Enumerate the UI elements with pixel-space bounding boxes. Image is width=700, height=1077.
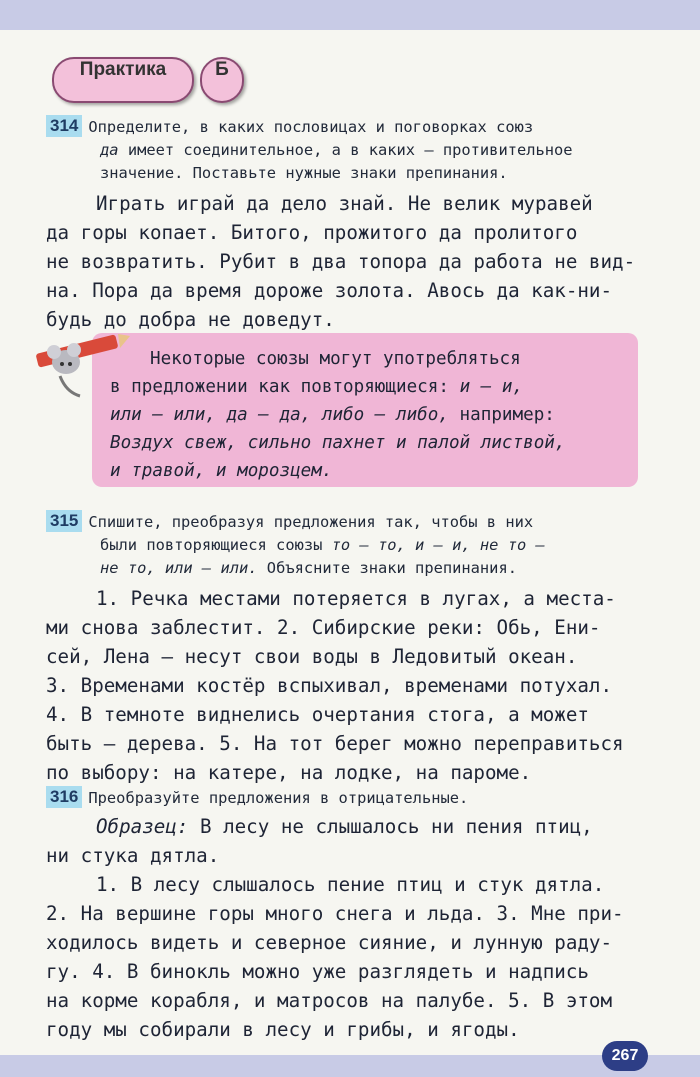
level-badge: Б [200, 57, 244, 103]
exercise-number: 314 [46, 115, 82, 137]
exercise-315 [46, 510, 640, 787]
exercise-314-instruction: 314 Определите, в каких пословицах и поговорках союз да имеет соединительное, а в каких — противительное значение. Поставьте нужные знаки препинания. [46, 115, 640, 185]
rule-box [92, 333, 638, 487]
bottom-decor-bar [0, 1055, 700, 1077]
practice-badge: Практика [52, 57, 194, 103]
exercise-316-text: Образец: В лесу не слышалось ни пения птиц, ни стука дятла. 1. В лесу слышалось пение птиц и стук дятла. 2. На вершине горы много снега и льда. 3. Мне при- ходилось видеть и северное сияние, и лунную раду- гу. 4. В бинокль можно уже разглядеть и надпись на корме корабля, и матросов на палубе. 5. В этом году мы собирали в лесу и грибы, и ягоды. [46, 815, 624, 1041]
exercise-314 [46, 115, 640, 334]
exercise-316 [46, 786, 640, 1044]
exercise-number: 316 [46, 786, 82, 808]
exercise-number: 315 [46, 510, 82, 532]
mouse-pencil-icon [30, 322, 130, 402]
rule-text: Некоторые союзы могут употребляться в предложении как повторяющиеся: и — и, или — или, да — да, либо — либо, например: Воздух свеж, сильно пахнет и палой листвой, и травой, и морозцем. [110, 349, 566, 481]
page-number: 267 [602, 1041, 648, 1071]
exercise-316-instruction: 316 Преобразуйте предложения в отрицательные. [46, 786, 640, 810]
exercise-315-instruction: 315 Спишите, преобразуя предложения так, чтобы в них были повторяющиеся союзы то — то, и — и, не то — не то, или — или. Объясните знаки препинания. [46, 510, 640, 580]
exercise-314-text: Играть играй да дело знай. Не велик муравей да горы копает. Битого, прожитого да пролитого не возвратить. Рубит в два топора да работа не вид- на. Пора да время дороже золота. Авось да как-ни- будь до добра не доведут. [46, 192, 636, 331]
exercise-315-text: 1. Речка местами потеряется в лугах, а места- ми снова заблестит. 2. Сибирские реки: Обь, Ени- сей, Лена — несут свои воды в Ледовитый океан. 3. Временами костёр вспыхивал, временами потухал. 4. В темноте виднелись очертания стога, а может быть — дерева. 5. На тот берег можно переправиться по выбору: на катере, на лодке, на пароме. [46, 587, 624, 784]
top-decor-bar [0, 0, 700, 30]
